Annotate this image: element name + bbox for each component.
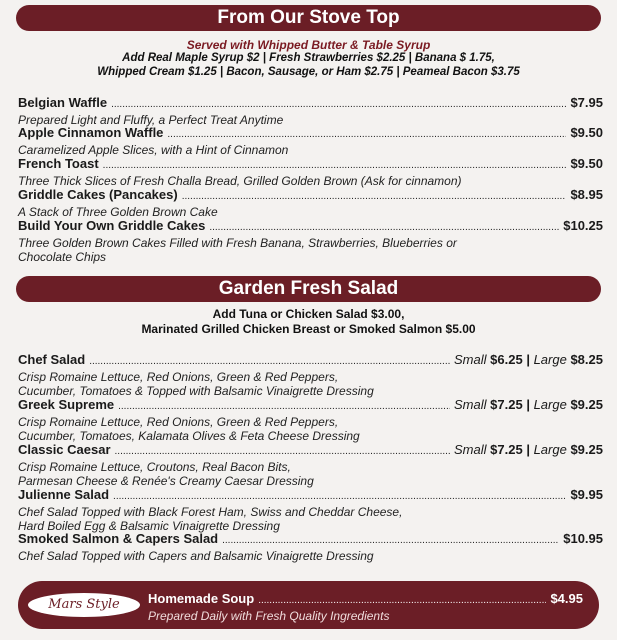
item-description: Cucumber, Tomatoes, Kalamata Olives & Feta Cheese Dressing (18, 429, 360, 443)
menu-item (18, 442, 603, 488)
soup-price: $4.95 (550, 591, 583, 606)
item-price-sizes: Small $7.25 | Large $9.25 (454, 397, 603, 412)
menu-item (18, 125, 603, 157)
soup-banner (18, 581, 599, 629)
item-price: $10.95 (563, 531, 603, 546)
item-price: $9.95 (570, 487, 603, 502)
leader-dots (167, 127, 566, 143)
menu-item (18, 95, 603, 127)
item-description: Parmesan Cheese & Renée's Creamy Caesar Dressing (18, 474, 314, 488)
section-banner-stove-top (16, 5, 601, 31)
item-price: $9.50 (570, 125, 603, 140)
item-name: Greek Supreme (18, 397, 115, 412)
section-banner-salad (16, 276, 601, 302)
item-description: Chocolate Chips (18, 250, 107, 264)
item-name: Classic Caesar (18, 442, 111, 457)
item-name: Smoked Salmon & Capers Salad (18, 531, 219, 546)
leader-dots (222, 533, 559, 549)
menu-item (18, 397, 603, 443)
item-description: Prepared Light and Fluffy, a Perfect Treat Anytime (18, 113, 284, 127)
addons-line: Marinated Grilled Chicken Breast or Smoked Salmon $5.00 (141, 322, 476, 336)
item-description: Crisp Romaine Lettuce, Red Onions, Green & Red Peppers, (18, 415, 339, 429)
menu-item (18, 352, 603, 398)
item-description: Cucumber, Tomatoes & Topped with Balsamic Vinaigrette Dressing (18, 384, 374, 398)
leader-dots (209, 220, 559, 236)
item-description: Three Thick Slices of Fresh Challa Bread, Grilled Golden Brown (Ask for cinnamon) (18, 174, 462, 188)
item-price: $9.50 (570, 156, 603, 171)
leader-dots (89, 354, 450, 370)
item-description: Chef Salad Topped with Capers and Balsamic Vinaigrette Dressing (18, 549, 374, 563)
leader-dots (103, 158, 567, 174)
item-name: Griddle Cakes (Pancakes) (18, 187, 178, 202)
item-description: Chef Salad Topped with Black Forest Ham, Swiss and Cheddar Cheese, (18, 505, 403, 519)
item-price: $8.95 (570, 187, 603, 202)
item-name: Belgian Waffle (18, 95, 108, 110)
leader-dots (258, 593, 546, 609)
leader-dots (115, 444, 450, 460)
item-description: Three Golden Brown Cakes Filled with Fresh Banana, Strawberries, Blueberries or (18, 236, 457, 250)
item-name: Julienne Salad (18, 487, 110, 502)
item-description: Crisp Romaine Lettuce, Red Onions, Green & Red Peppers, (18, 370, 339, 384)
section-title: From Our Stove Top (217, 7, 400, 28)
item-description: Caramelized Apple Slices, with a Hint of Cinnamon (18, 143, 289, 157)
item-description: A Stack of Three Golden Brown Cake (18, 205, 218, 219)
soup-description: Prepared Daily with Fresh Quality Ingredients (148, 609, 390, 623)
item-price-sizes: Small $6.25 | Large $8.25 (454, 352, 603, 367)
item-price-sizes: Small $7.25 | Large $9.25 (454, 442, 603, 457)
menu-item (18, 218, 603, 264)
item-name: Build Your Own Griddle Cakes (18, 218, 206, 233)
menu-item (18, 531, 603, 563)
item-price: $7.95 (570, 95, 603, 110)
section-title: Garden Fresh Salad (218, 278, 399, 299)
item-description: Hard Boiled Egg & Balsamic Vinaigrette Dressing (18, 519, 280, 533)
leader-dots (111, 97, 566, 113)
item-description: Crisp Romaine Lettuce, Croutons, Real Bacon Bits, (18, 460, 291, 474)
item-name: Chef Salad (18, 352, 86, 367)
menu-item (18, 487, 603, 533)
leader-dots (118, 399, 450, 415)
item-name: French Toast (18, 156, 99, 171)
item-name: Apple Cinnamon Waffle (18, 125, 164, 140)
menu-item (18, 187, 603, 219)
served-with-note: Served with Whipped Butter & Table Syrup (186, 38, 431, 52)
leader-dots (182, 189, 567, 205)
mars-style-logo: Mars Style (28, 593, 140, 617)
item-price: $10.25 (563, 218, 603, 233)
addons-line: Whipped Cream $1.25 | Bacon, Sausage, or Ham $2.75 | Peameal Bacon $3.75 (97, 66, 520, 78)
addons-line: Add Tuna or Chicken Salad $3.00, (212, 307, 405, 321)
soup-name: Homemade Soup (148, 591, 255, 606)
menu-item (18, 156, 603, 188)
addons-line: Add Real Maple Syrup $2 | Fresh Strawberries $2.25 | Banana $ 1.75, (122, 52, 495, 64)
leader-dots (113, 489, 566, 505)
